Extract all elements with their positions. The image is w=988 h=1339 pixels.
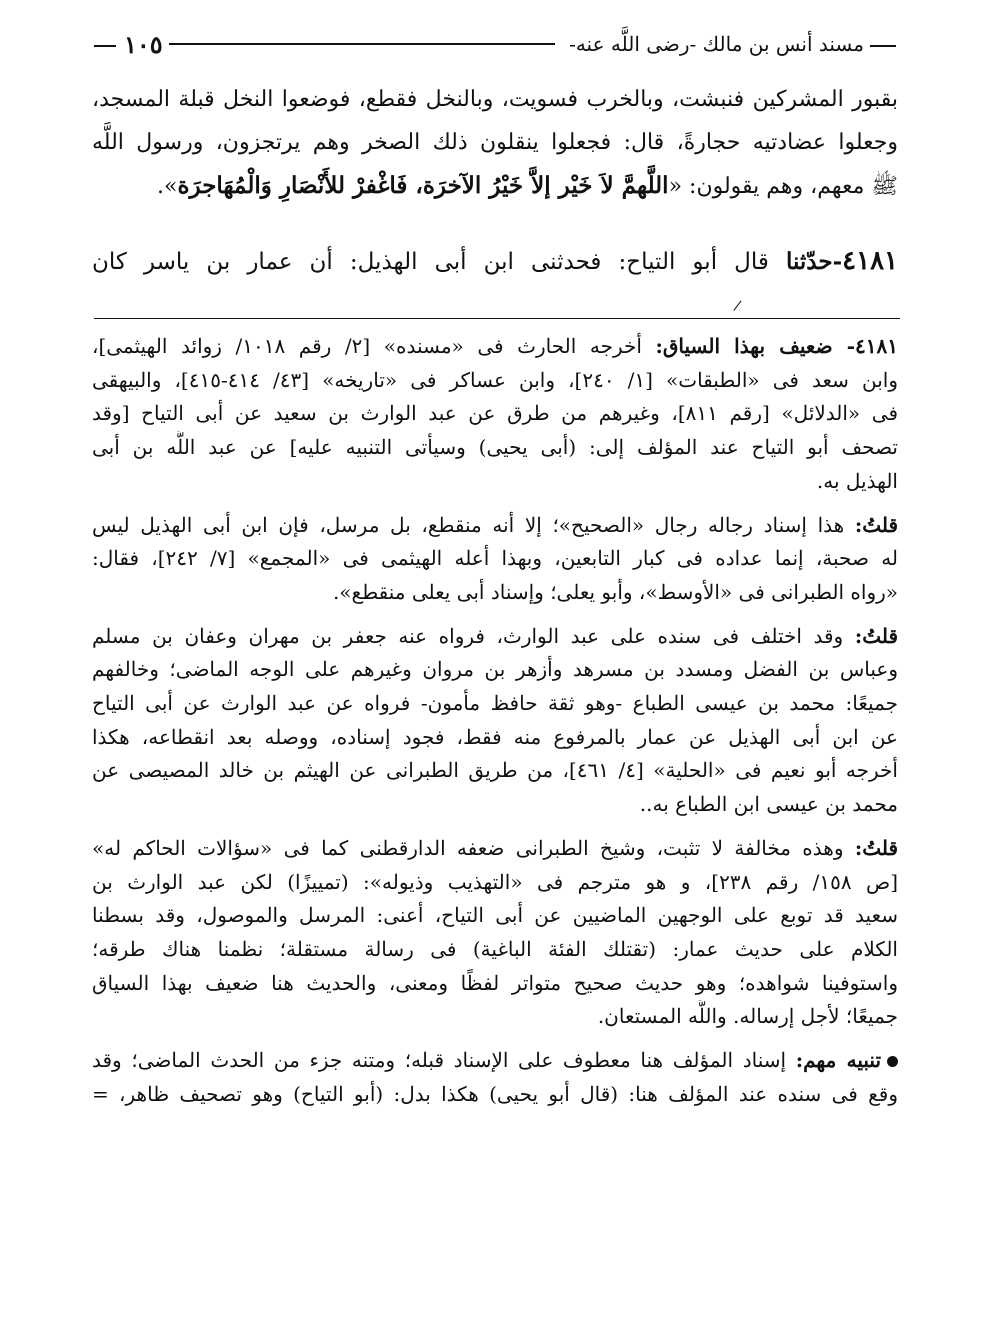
note-3-line-1-text: وقد اختلف فى سنده على عبد الوارث، فرواه عنه جعفر بن مهران وعفان بن مسلم bbox=[92, 623, 844, 648]
page-number bbox=[94, 30, 163, 59]
note-1-line-3: فى «الدلائل» [رقم ٨١١]، وغيرهم من طرق عن عبد الوارث بن سعيد عن أبى التياح [وقد bbox=[92, 401, 898, 426]
note-4-line-4: الكلام على حديث عمار: (تقتلك الفئة الباغية) فى رسالة مستقلة؛ نظمنا هناك طرقه؛ bbox=[92, 936, 898, 961]
note-5-label: تنبيه مهم: bbox=[795, 1048, 882, 1073]
hadith-number: ٤١٨١ bbox=[842, 246, 898, 276]
main-line-3 bbox=[92, 164, 898, 208]
note-3-line-5: أخرجه أبو نعيم فى «الحلية» [٤/ ٤٦١]، من طريق الطبرانى عن الهيثم بن خالد المصيصى عن bbox=[92, 758, 898, 783]
main-line-3-suffix: ». bbox=[157, 174, 178, 199]
header-dash-lead bbox=[870, 45, 896, 47]
note-3-label: قلتُ: bbox=[854, 623, 898, 648]
hadith-lead: -حدّثنا bbox=[785, 248, 843, 275]
header-title bbox=[561, 32, 896, 56]
note-2-line-2: له صحبة، إنما عداده فى كبار التابعين، وبهذا أعله الهيثمى فى «المجمع» [٧/ ٢٤٢]، فقال: bbox=[92, 546, 898, 571]
note-4-line-3: سعيد قد توبع على الوجهين الماضيين عن أبى التياح، أعنى: المرسل والموصول، وقد بسطنا bbox=[92, 903, 898, 928]
note-para-3 bbox=[92, 620, 898, 822]
note-5-line-1-text: إسناد المؤلف هنا معطوف على الإسناد قبله؛ ومتنه جزء من الحدث الماضى؛ وقد bbox=[92, 1048, 787, 1073]
note-4-line-2: [ص ١٥٨/ رقم ٢٣٨]، و هو مترجم فى «التهذيب وذيوله»: (تمييزًا) لكن عبد الوارث بن bbox=[92, 869, 898, 894]
footnote-separator bbox=[94, 318, 900, 319]
bullet-icon bbox=[887, 1056, 898, 1067]
note-4-label: قلتُ: bbox=[854, 835, 898, 860]
main-line-1: بقبور المشركين فنبشت، وبالخرب فسويت، وبالنخل فقطع، فوضعوا النخل قبلة المسجد، bbox=[92, 87, 898, 112]
note-1-line-2: وابن سعد فى «الطبقات» [١/ ٢٤٠]، وابن عساكر فى «تاريخه» [٤٣/ ٤١٤-٤١٥]، والبيهقى bbox=[92, 367, 898, 392]
note-2-line-1-text: هذا إسناد رجاله رجال «الصحيح»؛ إلا أنه منقطع، بل مرسل، فإن ابن أبى الهذيل ليس bbox=[92, 512, 845, 537]
header-title-text: مسند أنس بن مالك -رضى اللَّه عنه- bbox=[569, 32, 864, 56]
prophet-quote: اللَّهمَّ لاَ خَيْر إلاَّ خَيْرُ الآخرَة، فَاغْفرْ للأَنْصَارِ وَالْمُهَاجرَة bbox=[177, 172, 669, 199]
note-3-line-1 bbox=[92, 620, 898, 654]
note-3-line-3: جميعًا: محمد بن عيسى الطباع -وهو ثقة حافظ مأمون- فرواه عن عبد الوارث عن أبى التياح bbox=[92, 691, 898, 716]
page-number-text: ١٠٥ bbox=[124, 29, 163, 59]
page-number-dash bbox=[94, 45, 116, 47]
note-1-line-1-text: أخرجه الحارث فى «مسنده» [٢/ رقم ١٠١٨/ زوائد الهيثمى]، bbox=[92, 334, 642, 358]
note-4-line-5: واستوفينا شواهده؛ وهو حديث صحيح متواتر لفظًا ومعنى، والحديث هنا ضعيف بهذا السياق bbox=[92, 970, 898, 995]
note-para-5 bbox=[92, 1044, 898, 1111]
note-3-line-2: وعباس بن الفضل ومسدد بن مسرهد وأزهر بن مروان وغيرهم على الوجه الماضى؛ وخالفهم bbox=[92, 657, 898, 682]
note-2-line-3: «رواه الطبرانى فى «الأوسط»، وأبو يعلى؛ وإسناد أبى يعلى منقطع». bbox=[332, 579, 898, 604]
note-5-line-1 bbox=[92, 1044, 898, 1078]
header-rule bbox=[169, 43, 555, 45]
main-line-3-prefix: ﷺ معهم، وهم يقولون: « bbox=[668, 174, 898, 199]
note-4-line-1 bbox=[92, 832, 898, 866]
note-1-line-1 bbox=[92, 330, 898, 364]
continuation-mark: / bbox=[732, 297, 743, 315]
note-para-1 bbox=[92, 330, 898, 499]
main-text bbox=[92, 78, 898, 208]
note-2-line-1 bbox=[92, 509, 898, 543]
note-4-line-6: جميعًا؛ لأجل إرساله. واللَّه المستعان. bbox=[597, 1004, 898, 1029]
footnotes bbox=[92, 330, 898, 1111]
note-4-line-1-text: وهذه مخالفة لا تثبت، وشيخ الطبرانى ضعفه الدارقطنى كما فى «سؤالات الحاكم له» bbox=[92, 835, 844, 860]
hadith-4181 bbox=[92, 241, 898, 282]
note-1-label: ٤١٨١- ضعيف بهذا السياق: bbox=[655, 334, 898, 358]
note-1-line-5: الهذيل به. bbox=[816, 468, 898, 493]
hadith-text: قال أبو التياح: فحدثنى ابن أبى الهذيل: أن عمار بن ياسر كان bbox=[92, 249, 769, 275]
note-para-2 bbox=[92, 509, 898, 610]
note-3-line-6: محمد بن عيسى ابن الطباع به.. bbox=[639, 792, 898, 817]
running-header bbox=[94, 24, 896, 64]
note-para-4 bbox=[92, 832, 898, 1034]
main-line-2: وجعلوا عضادتيه حجارةً، قال: فجعلوا ينقلون ذلك الصخر وهم يرتجزون، ورسول اللَّه bbox=[92, 130, 898, 155]
note-1-line-4: تصحف أبو التياح عند المؤلف إلى: (أبى يحيى) وسيأتى التنبيه عليه] عن عبد اللَّه بن أبى bbox=[92, 435, 898, 460]
note-3-line-4: عن ابن أبى الهذيل عن عمار بالمرفوع منه فقط، فجود إسناده، ووصله بعد انقطاعه، هكذا bbox=[92, 724, 898, 749]
note-2-label: قلتُ: bbox=[854, 512, 898, 537]
note-5-line-2: وقع فى سنده عند المؤلف هنا: (قال أبو يحيى) هكذا بدل: (أبو التياح) وهو تصحيف ظاهر، = bbox=[92, 1081, 898, 1106]
